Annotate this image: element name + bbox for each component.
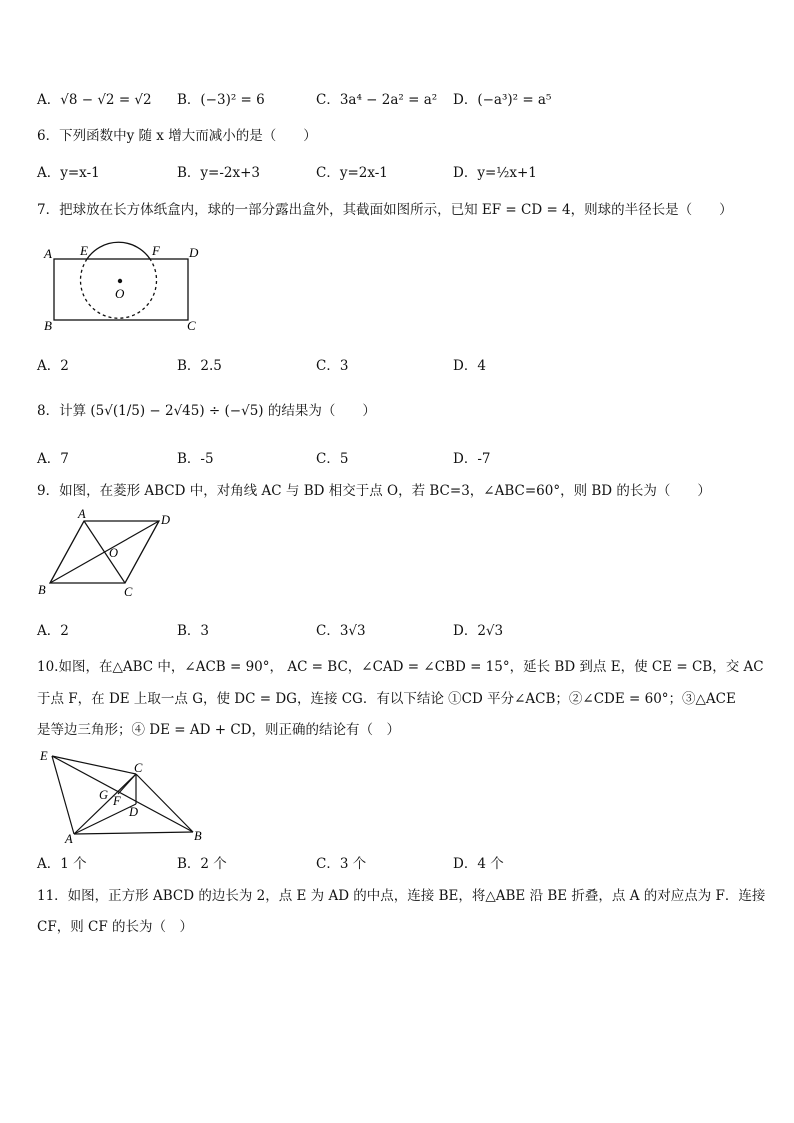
question-11-stem-line-2: CF，则 CF 的长为（ ） — [37, 919, 193, 935]
q6-option-a: A．y=x-1 — [37, 165, 100, 181]
segment-ab — [74, 832, 193, 834]
label-o: O — [109, 546, 119, 560]
label-a: A — [44, 246, 52, 261]
segment-eb — [52, 756, 193, 832]
label-a: A — [65, 832, 73, 844]
q6-option-c: C．y=2x-1 — [316, 165, 388, 181]
label-e: E — [80, 243, 88, 258]
q10-option-a: A．1 个 — [37, 856, 87, 872]
q5-option-c: C．3a⁴ − 2a² = a² — [316, 92, 438, 108]
q6-option-b: B．y=-2x+3 — [177, 165, 261, 181]
label-b: B — [194, 829, 202, 843]
question-7-stem: 7．把球放在长方体纸盒内，球的一部分露出盒外，其截面如图所示，已知 EF = CD = 4，则球的半径长是（ ） — [37, 202, 733, 218]
q10-figure — [38, 744, 208, 844]
q6-option-d: D．y=½x+1 — [453, 165, 537, 181]
label-f: F — [152, 243, 160, 258]
segment-cb — [136, 774, 193, 832]
segment-ac — [74, 774, 139, 834]
question-10-stem-line-1: 10.如图，在△ABC 中，∠ACB = 90°， AC = BC，∠CAD = ∠CBD = 15°，延长 BD 到点 E，使 CE = CB，交 AC — [37, 659, 764, 675]
label-d: D — [161, 513, 171, 527]
label-e: E — [40, 749, 48, 763]
label-c: C — [187, 318, 196, 333]
q7-option-d: D．4 — [453, 358, 486, 374]
question-9-stem: 9．如图，在菱形 ABCD 中，对角线 AC 与 BD 相交于点 O，若 BC=3，∠ABC=60°，则 BD 的长为（ ） — [37, 483, 711, 499]
label-c: C — [134, 761, 143, 775]
q5-option-d: D．(−a³)² = a⁵ — [453, 92, 552, 108]
label-o: O — [115, 286, 125, 301]
q10-option-b: B．2 个 — [177, 856, 227, 872]
q8-option-d: D．-7 — [453, 451, 491, 467]
q10-option-c: C．3 个 — [316, 856, 367, 872]
q8-option-b: B．-5 — [177, 451, 214, 467]
q8-option-a: A．7 — [37, 451, 69, 467]
label-b: B — [38, 583, 46, 597]
q7-figure — [40, 238, 200, 333]
center-point — [118, 279, 122, 283]
segment-ea — [52, 756, 74, 834]
q7-option-b: B．2.5 — [177, 358, 222, 374]
q5-option-a: A．√8 − √2 = √2 — [37, 92, 152, 108]
label-a: A — [78, 507, 86, 521]
segment-ec — [52, 756, 136, 774]
q9-option-d: D．2√3 — [453, 623, 504, 639]
ball-arc-above — [87, 242, 150, 259]
label-d: D — [129, 805, 139, 819]
q10-option-d: D．4 个 — [453, 856, 504, 872]
q7-option-a: A．2 — [37, 358, 69, 374]
question-8-stem: 8．计算 (5√(1/5) − 2√45) ÷ (−√5) 的结果为（ ） — [37, 403, 376, 419]
label-f: F — [113, 794, 121, 808]
q5-option-b: B．(−3)² = 6 — [177, 92, 265, 108]
segment-cg — [118, 774, 136, 794]
question-11-stem-line-1: 11．如图，正方形 ABCD 的边长为 2，点 E 为 AD 的中点，连接 BE，将△ABE 沿 BE 折叠，点 A 的对应点为 F．连接 — [37, 888, 766, 904]
question-10-stem-line-2: 于点 F，在 DE 上取一点 G，使 DC = DG，连接 CG．有以下结论 ①CD 平分∠ACB；②∠CDE = 60°；③△ACE — [37, 691, 736, 707]
label-b: B — [44, 318, 52, 333]
label-d: D — [189, 245, 199, 260]
question-6-stem: 6．下列函数中y 随 x 增大而减小的是（ ） — [37, 128, 317, 144]
label-c: C — [124, 585, 133, 598]
q7-option-c: C．3 — [316, 358, 349, 374]
q8-option-c: C．5 — [316, 451, 349, 467]
q9-option-b: B．3 — [177, 623, 210, 639]
q9-option-a: A．2 — [37, 623, 69, 639]
q9-option-c: C．3√3 — [316, 623, 366, 639]
segment-ad — [74, 804, 139, 834]
q9-figure — [36, 506, 178, 598]
label-g: G — [99, 788, 109, 802]
question-10-stem-line-3: 是等边三角形；④ DE = AD + CD，则正确的结论有（ ） — [37, 722, 400, 738]
